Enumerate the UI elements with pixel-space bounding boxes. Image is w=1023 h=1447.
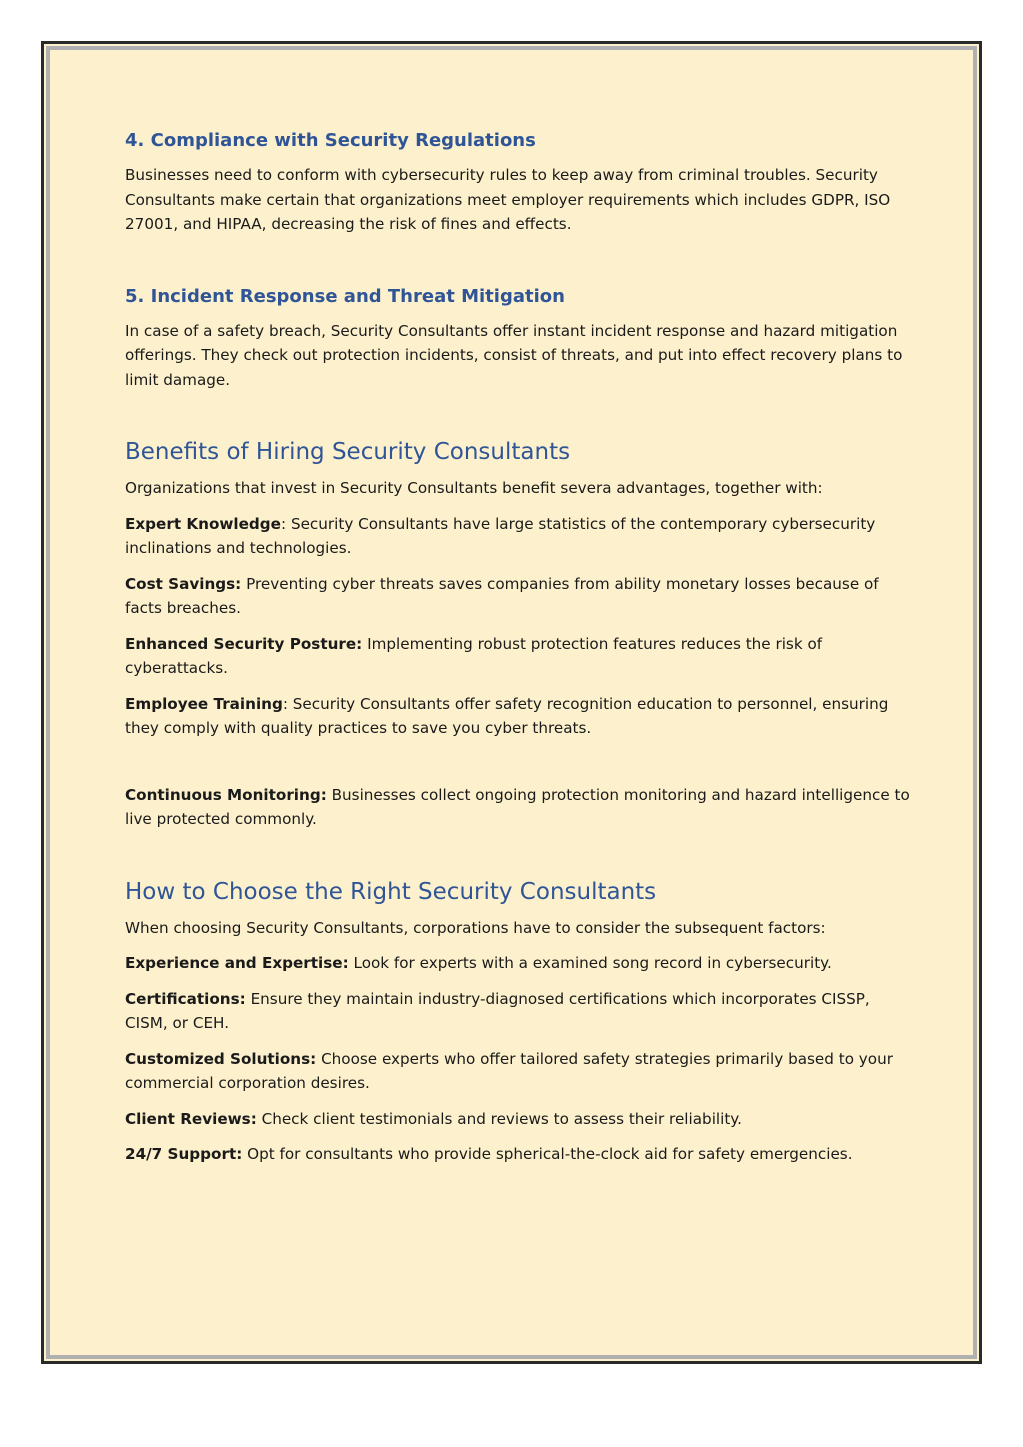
document-content [125, 129, 915, 1167]
benefit-item [125, 692, 915, 741]
factor-term: 24/7 Support: [125, 1145, 243, 1163]
factor-term: Experience and Expertise: [125, 954, 349, 972]
factor-item [125, 951, 915, 976]
benefit-term: Employee Training [125, 694, 283, 713]
factor-item [125, 1047, 915, 1096]
incident-heading: 5. Incident Response and Threat Mitigation [125, 285, 565, 307]
benefit-item [125, 512, 915, 561]
benefits-heading: Benefits of Hiring Security Consultants [125, 439, 571, 465]
compliance-heading: 4. Compliance with Security Regulations [125, 130, 536, 151]
benefit-text: Businesses collect ongoing protection monitoring and hazard intelligence to live protected commonly. [125, 785, 910, 828]
benefit-item [125, 632, 915, 681]
benefit-separator: : [280, 514, 291, 533]
benefit-text: Preventing cyber threats saves companies from ability monetary losses because of facts breaches. [125, 574, 879, 617]
benefit-item [125, 572, 915, 621]
benefit-term: Continuous Monitoring: [125, 785, 327, 804]
compliance-paragraph: Businesses need to conform with cybersecurity rules to keep away from criminal troubles. Security Consultants make certain that organizations meet employer requirements which includes GDPR, ISO 27001, and HIPAA, decreasing the risk of fines and effects. [125, 166, 891, 233]
benefit-item [125, 783, 915, 832]
benefit-text: Security Consultants have large statistics of the contemporary cybersecurity inclinations and technologies. [125, 514, 876, 557]
factor-item [125, 1107, 915, 1132]
benefit-text: Implementing robust protection features reduces the risk of cyberattacks. [125, 634, 823, 677]
benefits-intro: Organizations that invest in Security Consultants benefit severa advantages, together with: [125, 479, 823, 497]
factor-item [125, 1142, 915, 1167]
factor-text: Choose experts who offer tailored safety strategies primarily based to your commercial corporation desires. [125, 1049, 893, 1092]
benefit-term: Expert Knowledge [125, 514, 281, 533]
factor-text: Opt for consultants who provide spherical-the-clock aid for safety emergencies. [247, 1145, 853, 1163]
benefit-text: Security Consultants offer safety recognition education to personnel, ensuring they comply with quality practices to save you cyber threats. [125, 694, 889, 737]
benefit-term: Enhanced Security Posture: [125, 634, 363, 653]
incident-paragraph: In case of a safety breach, Security Consultants offer instant incident response and hazard mitigation offerings. They check out protection incidents, consist of threats, and put into effect recovery plans to limit damage. [125, 321, 903, 389]
factor-term: Customized Solutions: [125, 1049, 317, 1068]
factor-text: Check client testimonials and reviews to assess their reliability. [261, 1109, 742, 1128]
choose-heading: How to Choose the Right Security Consultants [125, 878, 657, 905]
factor-item [125, 987, 915, 1036]
benefit-term: Cost Savings: [125, 574, 242, 593]
document-page [41, 41, 982, 1364]
factor-term: Certifications: [125, 989, 246, 1008]
factor-term: Client Reviews: [125, 1109, 257, 1128]
factor-text: Look for experts with a examined song record in cybersecurity. [353, 954, 832, 972]
choose-intro: When choosing Security Consultants, corporations have to consider the subsequent factors: [125, 918, 826, 937]
benefit-separator: : [282, 694, 293, 713]
factor-text: Ensure they maintain industry-diagnosed certifications which incorporates CISSP, CISM, or CEH. [125, 989, 870, 1032]
